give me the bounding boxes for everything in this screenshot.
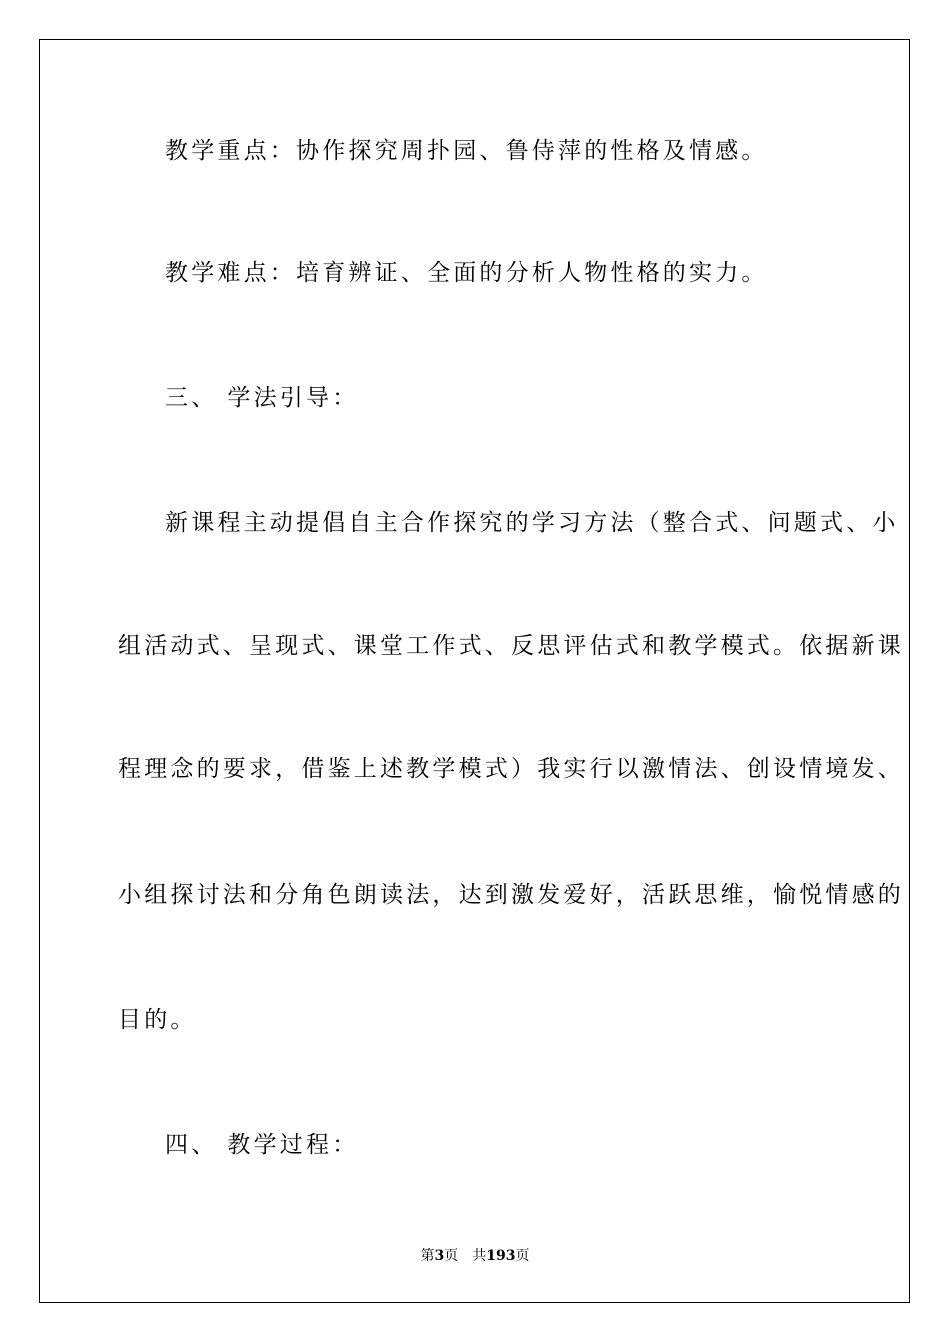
footer-total-number: 193	[486, 1248, 516, 1264]
footer-page-suffix: 页	[444, 1248, 459, 1264]
section-4-title: 教学过程：	[227, 1132, 359, 1158]
footer-total-prefix: 共	[472, 1248, 487, 1264]
paragraph-line-3: 程理念的要求，借鉴上述教学模式）我实行以激情法、创设情境发、	[118, 756, 904, 782]
footer-page-number: 3	[434, 1248, 445, 1264]
teaching-key-point: 教学重点：协作探究周扑园、鲁侍萍的性格及情感。	[165, 138, 768, 164]
footer-page-prefix: 第	[420, 1248, 435, 1264]
section-3-number: 三、	[165, 385, 218, 411]
section-4-number: 四、	[165, 1132, 218, 1158]
paragraph-line-4: 小组探讨法和分角色朗读法，达到激发爱好，活跃思维，愉悦情感的	[118, 882, 904, 908]
footer-total-suffix: 页	[515, 1248, 530, 1264]
section-3-title: 学法引导：	[227, 385, 359, 411]
page-footer	[0, 1247, 950, 1265]
paragraph-line-1: 新课程主动提倡自主合作探究的学习方法（整合式、问题式、小	[165, 510, 899, 536]
teaching-difficulty: 教学难点：培育辨证、全面的分析人物性格的实力。	[165, 260, 768, 286]
section-3-heading	[165, 383, 358, 413]
page-frame	[39, 39, 910, 1303]
section-4-heading	[165, 1130, 358, 1160]
paragraph-line-5: 目的。	[118, 1007, 197, 1033]
paragraph-line-2: 组活动式、呈现式、课堂工作式、反思评估式和教学模式。依据新课	[118, 633, 904, 659]
